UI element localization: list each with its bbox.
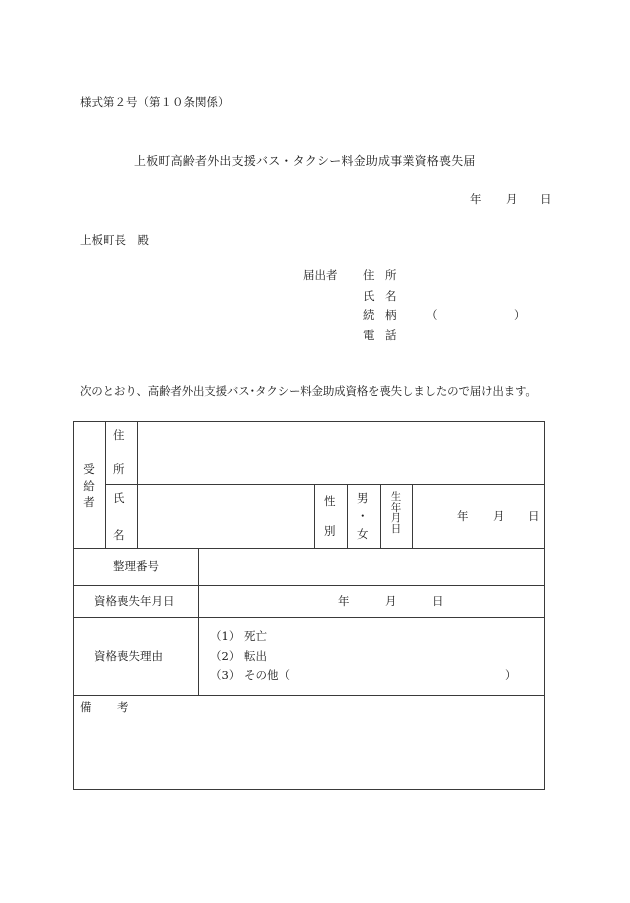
sex-label-left-line [314,484,315,548]
loss-month-label: 月 [385,594,397,608]
submitter-phone-label-2: 話 [385,328,397,342]
sex-option-female[interactable]: 女 [357,527,369,541]
reason-other-close-paren: ） [505,668,517,682]
submitter-name-label-1: 氏 [363,289,375,303]
loss-reason-row-bottom [73,695,545,696]
submitter-relation-label-2: 柄 [385,308,397,322]
reference-number-field[interactable] [199,549,544,585]
submitter-address-label-2: 所 [385,268,397,282]
address-label-2: 所 [113,462,125,476]
submitter-relation-label-1: 続 [363,308,375,322]
date-year-label: 年 [470,192,482,206]
date-month-label: 月 [506,192,518,206]
birth-month-label: 月 [493,509,505,523]
form-number: 様式第２号（第１０条関係） [80,95,230,109]
table-border-bottom [73,789,545,790]
address-label-1: 住 [113,428,125,442]
submitter-address-label-1: 住 [363,268,375,282]
reason-3-text[interactable]: その他（ [244,668,290,682]
reason-1-text[interactable]: 死亡 [244,629,267,643]
sex-label-1: 性 [324,494,336,508]
birth-date-label: 生 年 月 日 [390,491,402,535]
recipient-label: 受 給 者 [83,462,95,509]
table-border-right [544,421,545,790]
remarks-label-2: 考 [117,700,129,714]
loss-year-label: 年 [338,594,350,608]
birth-label-left-line [380,484,381,548]
birth-day-label: 日 [528,509,540,523]
birth-year-label: 年 [457,509,469,523]
submitter-name-label-2: 名 [385,289,397,303]
document-title: 上板町高齢者外出支援バス・タクシー料金助成事業資格喪失届 [134,154,476,168]
loss-date-row-bottom [73,617,545,618]
recipient-name-field[interactable] [138,485,314,548]
sex-option-separator: ・ [357,509,369,523]
reason-3-number: （3） [210,668,241,682]
birth-date-left-line [412,484,413,548]
remarks-label-1: 備 [80,700,92,714]
reason-2-text[interactable]: 転出 [244,649,267,663]
loss-reason-label: 資格喪失理由 [94,649,163,663]
reference-row-bottom [73,585,545,586]
sex-option-male[interactable]: 男 [357,491,369,505]
sex-options-left-line [347,484,348,548]
name-label-2: 名 [113,528,125,542]
addressee: 上板町長 殿 [80,233,149,247]
reason-2-number: （2） [210,649,241,663]
relation-open-paren: （ [426,308,438,322]
sex-label-2: 別 [324,524,336,538]
recipient-address-field[interactable] [138,422,544,484]
submitter-label: 届出者 [303,268,338,282]
remarks-field[interactable] [74,718,544,788]
loss-day-label: 日 [432,594,444,608]
relation-close-paren: ） [514,308,526,322]
loss-date-label: 資格喪失年月日 [94,594,175,608]
reference-number-label: 整理番号 [113,559,159,573]
submitter-phone-label-1: 電 [363,328,375,342]
name-label-1: 氏 [113,491,125,505]
reason-1-number: （1） [210,629,241,643]
statement-text: 次のとおり、高齢者外出支援バス･タクシー料金助成資格を喪失しましたので届け出ます。 [80,384,537,398]
date-day-label: 日 [540,192,552,206]
